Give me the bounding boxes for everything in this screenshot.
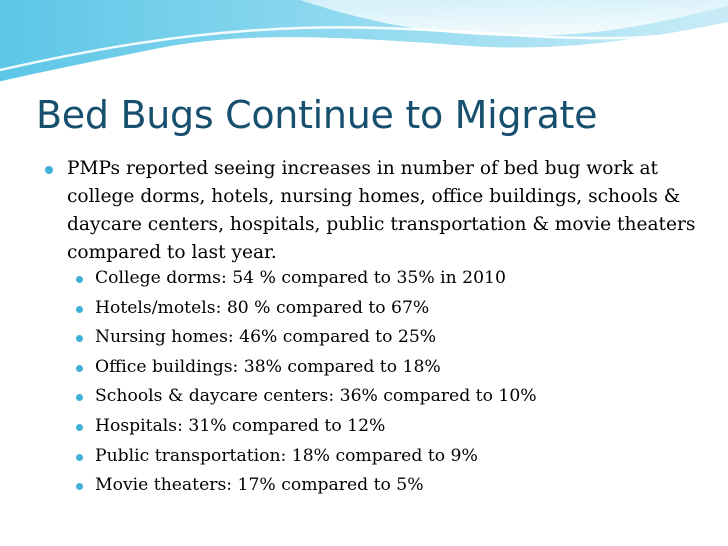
bullet-dot-icon (76, 365, 83, 372)
sub-bullet-list (76, 264, 716, 501)
sub-bullet-item (76, 353, 716, 383)
sub-bullet-text: Hotels/motels: 80 % compared to 67% (95, 297, 430, 318)
sub-bullet-text: Movie theaters: 17% compared to 5% (95, 475, 424, 496)
sub-bullet-item (76, 442, 716, 472)
bullet-dot-icon (76, 454, 83, 461)
sub-bullet-item (76, 382, 716, 412)
sub-bullet-item (76, 471, 716, 501)
sub-bullet-text: Schools & daycare centers: 36% compared to 10% (95, 386, 537, 407)
sub-bullet-text: Hospitals: 31% compared to 12% (95, 415, 386, 436)
bullet-dot-icon (76, 394, 83, 401)
sub-bullet-text: College dorms: 54 % compared to 35% in 2010 (95, 268, 506, 288)
bullet-dot-icon (76, 424, 83, 431)
sub-bullet-item (76, 264, 716, 294)
bullet-dot-icon (76, 306, 83, 313)
bullet-dot-icon (76, 276, 83, 283)
slide-title: Bed Bugs Continue to Migrate (36, 93, 598, 137)
sub-bullet-text: Nursing homes: 46% compared to 25% (95, 327, 437, 348)
bullet-dot-icon (76, 483, 83, 490)
main-bullet-text: PMPs reported seeing increases in number of bed bug work at college dorms, hotels, nursing homes, office buildings, schools & daycare centers, hospitals, public transportation & movie theaters compared to last year. (67, 158, 696, 263)
main-bullet (45, 155, 700, 267)
bullet-dot-icon (45, 166, 53, 174)
sub-bullet-text: Public transportation: 18% compared to 9% (95, 445, 478, 466)
sub-bullet-text: Office buildings: 38% compared to 18% (95, 356, 441, 377)
sub-bullet-item (76, 323, 716, 353)
bullet-dot-icon (76, 335, 83, 342)
header-wave-decoration (0, 0, 728, 90)
sub-bullet-item (76, 412, 716, 442)
sub-bullet-item (76, 294, 716, 324)
